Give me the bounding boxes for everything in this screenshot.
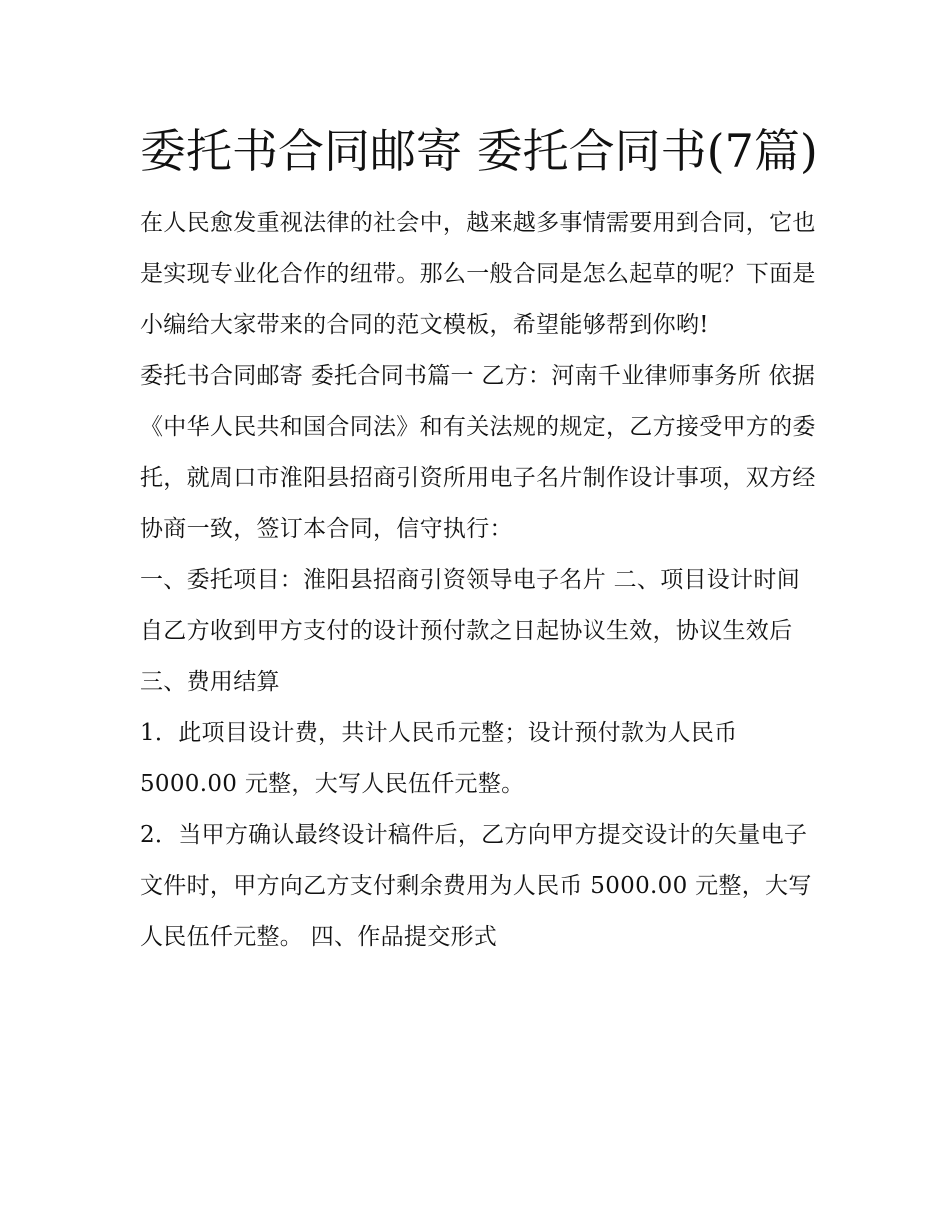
fee-clause-2: 2．当甲方确认最终设计稿件后，乙方向甲方提交设计的矢量电子文件时，甲方向乙方支付剩余费用为人民币 5000.00 元整，大写人民伍仟元整。 四、作品提交形式	[140, 822, 812, 950]
document-page	[140, 112, 820, 963]
contract-parties-paragraph: 委托书合同邮寄 委托合同书篇一 乙方：河南千业律师事务所 依据《中华人民共和国合同法》和有关法规的规定，乙方接受甲方的委托，就周口市淮阳县招商引资所用电子名片制作设计事项，双方经协商一致，签订本合同，信守执行：	[140, 363, 816, 542]
project-paragraph: 一、委托项目：淮阳县招商引资领导电子名片 二、项目设计时间 自乙方收到甲方支付的设计预付款之日起协议生效，协议生效后 三、费用结算	[140, 567, 801, 695]
fee-clause-1: 1．此项目设计费，共计人民币元整；设计预付款为人民币5000.00 元整，大写人民伍仟元整。	[140, 720, 738, 797]
intro-paragraph: 在人民愈发重视法律的社会中，越来越多事情需要用到合同，它也是实现专业化合作的纽带。那么一般合同是怎么起草的呢？下面是小编给大家带来的合同的范文模板，希望能够帮到你哟!	[140, 210, 816, 338]
document-title: 委托书合同邮寄 委托合同书(7篇)	[140, 124, 818, 178]
